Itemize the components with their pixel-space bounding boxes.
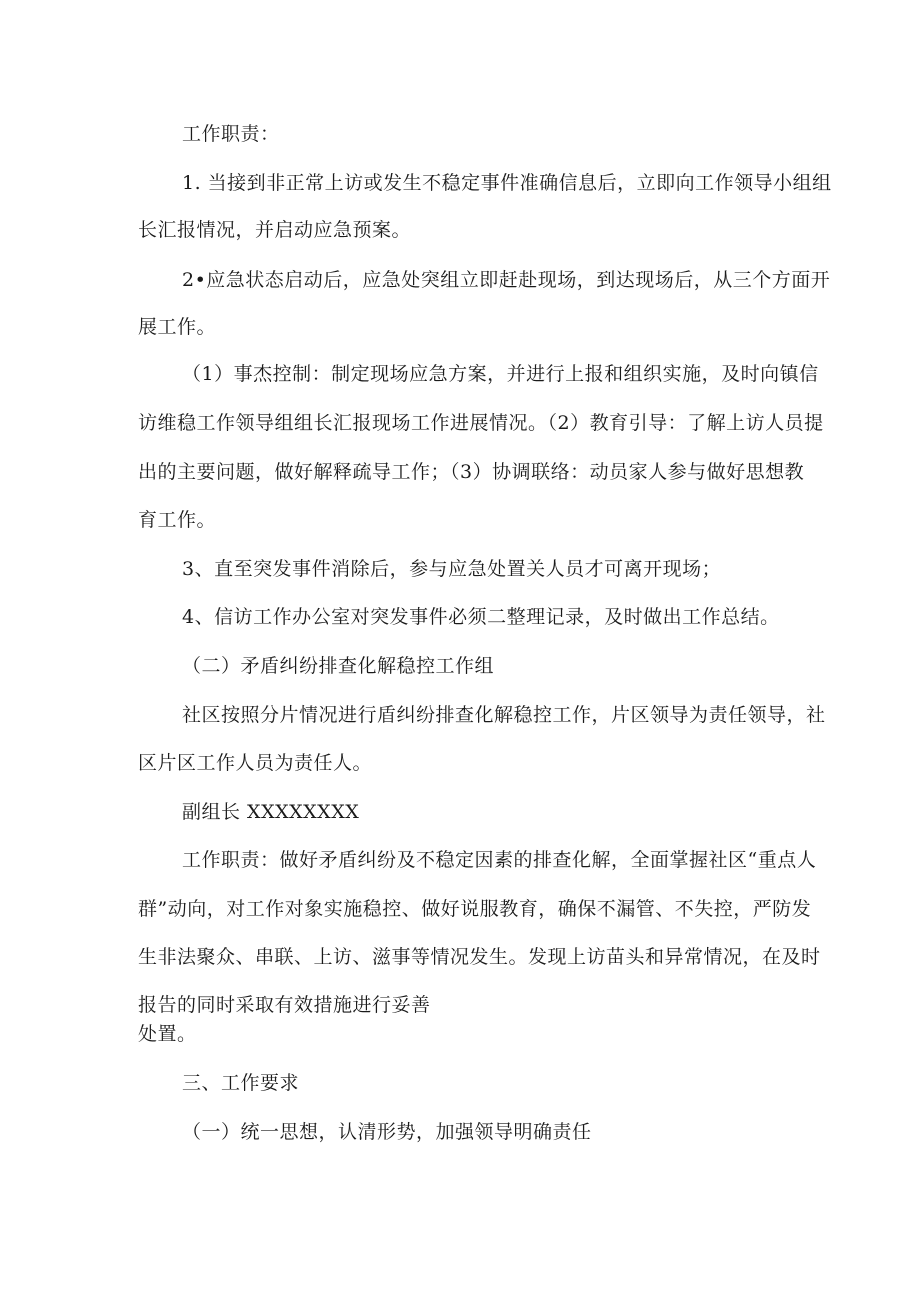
paragraph-line: 区片区工作人员为责任人。 xyxy=(138,752,373,774)
paragraph-line: 群”动向，对工作对象实施稳控、做好说服教育，确保不漏管、不失控，严防发 xyxy=(138,898,812,920)
paragraph-line: 访维稳工作领导组组长汇报现场工作进展情况。（2）教育引导：了解上访人员提 xyxy=(138,412,824,434)
paragraph-line: 工作职责： xyxy=(182,123,280,145)
paragraph-line: 出的主要问题，做好解释疏导工作；（3）协调联络：动员家人参与做好思想教 xyxy=(138,461,805,483)
paragraph-line: 3、直至突发事件消除后，参与应急处置关人员才可离开现场； xyxy=(182,558,722,580)
paragraph-line: 展工作。 xyxy=(138,316,217,338)
paragraph-line: 育工作。 xyxy=(138,509,217,531)
paragraph-line: 工作职责：做好矛盾纠纷及不稳定因素的排查化解，全面掌握社区“重点人 xyxy=(182,849,817,871)
paragraph-line: 4、信访工作办公室对突发事件必须二整理记录，及时做出工作总结。 xyxy=(182,606,780,628)
paragraph-line: 1. 当接到非正常上访或发生不稳定事件准确信息后，立即向工作领导小组组 xyxy=(182,172,832,194)
paragraph-line: 2•应急状态启动后，应急处突组立即赶赴现场，到达现场后，从三个方面开 xyxy=(182,269,831,291)
paragraph-line: 生非法聚众、串联、上访、滋事等情况发生。发现上访苗头和异常情况，在及时 xyxy=(138,946,821,968)
paragraph-line: 报告的同时采取有效措施进行妥善 xyxy=(138,994,431,1016)
section-heading: （二）矛盾纠纷排查化解稳控工作组 xyxy=(182,655,495,677)
section-heading: （一）统一思想，认清形势，加强领导明确责任 xyxy=(182,1121,592,1143)
paragraph-line: 社区按照分片情况进行盾纠纷排查化解稳控工作，片区领导为责任领导，社 xyxy=(182,704,826,726)
paragraph-line: 长汇报情况，并启动应急预案。 xyxy=(138,219,412,241)
paragraph-line: （1）事杰控制：制定现场应急方案，并进行上报和组织实施，及时向镇信 xyxy=(182,363,819,385)
paragraph-line: 处置。 xyxy=(138,1023,197,1045)
paragraph-line: 副组长 XXXXXXXX xyxy=(182,801,360,823)
section-heading: 三、工作要求 xyxy=(182,1072,300,1094)
